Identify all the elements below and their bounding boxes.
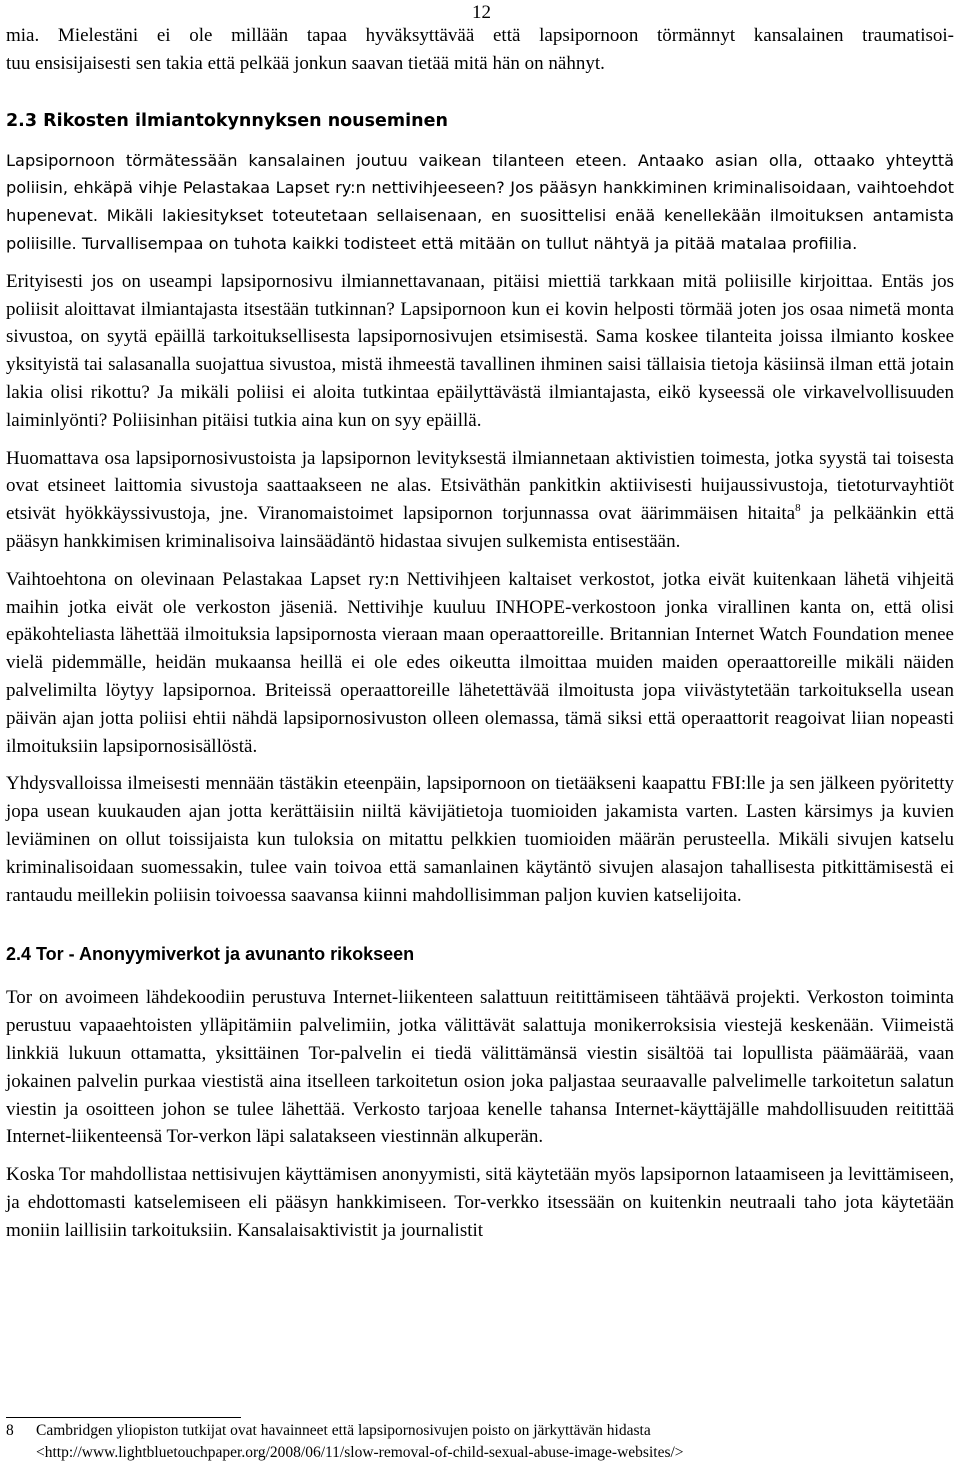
footnote-mark: 8 [6, 1422, 14, 1439]
footnote [6, 1420, 956, 1464]
document-body [6, 22, 954, 1244]
intro-paragraph [6, 22, 954, 78]
section-2-3-paragraph-3 [6, 445, 954, 556]
section-heading-2-3: 2.3 Rikosten ilmiantokynnyksen nouseminen [6, 110, 448, 131]
page-number: 12 [472, 2, 491, 23]
intro-line-1: mia. Mielestäni ei ole millään tapaa hyväksyttävää että lapsipornoon törmännyt kansalainen traumatisoi- [6, 25, 954, 46]
section-heading-2-4: 2.4 Tor - Anonyymiverkot ja avunanto rikokseen [6, 944, 415, 965]
paragraph-3-text-b: ja pelkäänkin että pääsyn hankkimisen kriminalisoiva lainsäädäntö hidastaa sivujen sulkemista entisestään. [6, 503, 955, 552]
section-2-3-paragraph-2: Erityisesti jos on useampi lapsipornosivu ilmiannettavanaan, pitäisi miettiä tarkkaan mitä poliisille kirjoittaa. Entäs jos poliisit aloittavat ilmiantajasta itsestään tutkinnan? Lapsipornoon kun ei kovin helposti törmää joten jos osaa nimetä monta sivustoa, on syytä epäillä tarkoituksellisesta lapsipornosivujen etsimisestä. Sama koskee tilanteita joissa ilmianto koskee yksityistä tai salasanalla suojattua sivustoa, mistä ihmeestä tavallinen ihminen saisi tällaisia tietoja käsiinsä ilman että jotain lakia olisi rikottu? Ja mikäli poliisi ei aloita tutkintaa epäilyttävästä ilmiantajasta, eikö kyseessä ole virkavelvollisuuden laiminlyönti? Poliisinhan pitäisi tutkia aina kun on syy epäillä. [6, 270, 954, 431]
footnote-link[interactable]: <http://www.lightbluetouchpaper.org/2008/06/11/slow-removal-of-child-sexual-abuse-image-websites/> [36, 1444, 684, 1461]
footnote-divider [6, 1417, 241, 1418]
footnote-reference[interactable]: 8 [795, 502, 801, 515]
intro-line-2: tuu ensisijaisesti sen takia että pelkää jonkun saavan tietää mitä hän on nähnyt. [6, 52, 605, 74]
section-2-3-paragraph-4: Vaihtoehtona on olevinaan Pelastakaa Lapset ry:n Nettivihjeen kaltaiset verkostot, jotka eivät kuitenkaan lähetä vihjeitä maihin jotka eivät ole verkoston jäseniä. Nettivihje kuuluu INHOPE-verkostoon jonka virallinen kanta on, että olisi epäkohteliasta lähettää ilmoituksia lapsipornosta vieraan maan operaattoreille. Britannian Internet Watch Foundation menee vielä pidemmälle, heidän mukaansa heillä ei ole edes oikeutta ilmoittaa muiden maiden operaattoreille mikäli näiden palvelimilta löytyy lapsipornoa. Briteissä operaattoreille lähetettävää ilmoitusta jopa viivästytetään tarkoituksella usean päivän ajan jotta poliisi ehtii nähdä lapsipornosivuston olleen olemassa, tämä siksi että operaattorit reagoivat liian nopeasti ilmoituksiin lapsipornosisällöstä. [6, 568, 954, 757]
footnote-text: Cambridgen yliopiston tutkijat ovat havainneet että lapsipornosivujen poisto on järkyttävän hidasta [36, 1422, 651, 1439]
section-2-3-paragraph-1: Lapsipornoon törmätessään kansalainen joutuu vaikean tilanteen eteen. Antaako asian olla, ottaako yhteyttä poliisin, ehkäpä vihje Pelastakaa Lapset ry:n nettivihjeeseen? Jos pääsyn hankkiminen kriminalisoidaan, vaihtoehdot hupenevat. Mikäli lakiesitykset toteutetaan sellaisenaan, en suosittelisi enää kenellekään ilmoituksen antamista poliisille. Turvallisempaa on tuhota kaikki todisteet että mitään on tullut nähtyä ja pitää matalaa profiilia. [6, 150, 954, 253]
paragraph-3-text-a: Huomattava osa lapsipornosivustoista ja lapsipornon levityksestä ilmiannetaan aktivistien toimesta, jotka syystä tai toisesta ovat etsineet laittomia sivustoja saattaakseen ne alas. Etsiväthän pankitkin aktiivisesti huijaussivustoja, tietoturvayhtiöt etsivät hyökkäyssivustoja, jne. Viranomaistoimet lapsipornon torjunnassa ovat äärimmäisen hitaita [6, 447, 954, 525]
section-2-3-paragraph-5: Yhdysvalloissa ilmeisesti mennään tästäkin eteenpäin, lapsipornoon on tietääkseni kaapattu FBI:lle ja sen jälkeen pyöritetty jopa usean kuukauden ajan jotta kerättäisiin niiltä kävijätietoja tuomioiden jakamista varten. Lasten kärsimys ja kuvien leviäminen on ollut toissijaista kun tuloksia on mitattu pelkkien tuomioiden määrän perusteella. Mikäli sivujen katselu kriminalisoidaan suomessakin, tulee vain toivoa että samanlainen käytäntö sivujen alasajon tahallisesta pitkittämisestä ei rantaudu meillekin poliisin toivoessa saavansa kiinni mahdollisimman paljon kuvien katselijoita. [6, 773, 954, 906]
section-2-4-paragraph-1: Tor on avoimeen lähdekoodiin perustuva Internet-liikenteen salattuun reitittämiseen tähtäävä projekti. Verkoston toiminta perustuu vapaaehtoisten ylläpitämiin palvelimiin, jotka välittävät salattuja monikerroksisia viestejä keskenään. Viimeistä linkkiä lukuun ottamatta, yksittäinen Tor-palvelin ei tiedä välittämänsä viestin sisältöä tai lopullista päämäärää, vaan jokainen palvelin purkaa viestistä aina itselleen tarkoitetun osion joka paljastaa seuraavalle palvelimelle tarkoitetun salatun viestin ja osoitteen johon se tulee lähettää. Verkosto tarjoaa kenelle tahansa Internet-käyttäjälle mahdollisuuden reitittää Internet-liikenteensä Tor-verkon läpi salatakseen viestinnän alkuperän. [6, 987, 954, 1148]
section-2-4-paragraph-2: Koska Tor mahdollistaa nettisivujen käyttämisen anonyymisti, sitä käytetään myös lapsipornon lataamiseen ja levittämiseen, ja ehdottomasti katselemiseen eli pääsyn hankkimiseen. Tor-verkko itsessään on kuitenkin neutraali taho jota käytetään moniin laillisiin tarkoituksiin. Kansalaisaktivistit ja journalistit [6, 1164, 954, 1241]
